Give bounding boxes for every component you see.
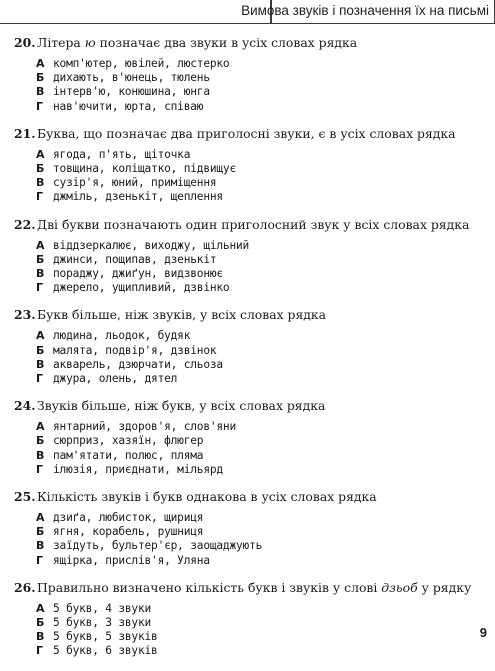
question-25 xyxy=(14,489,484,568)
page-number: 9 xyxy=(480,625,487,640)
question-emphasis: дзьоб xyxy=(381,580,417,595)
option-text: людина, льодок, будяк xyxy=(53,329,190,343)
option-text: акварель, дзюрчати, сльоза xyxy=(53,358,223,372)
answer-options xyxy=(14,239,484,296)
answer-option xyxy=(36,449,484,463)
option-letter: Б xyxy=(36,525,53,539)
question-prompt xyxy=(14,217,484,233)
answer-option xyxy=(36,329,484,343)
answer-options xyxy=(14,511,484,568)
answer-option xyxy=(36,463,484,477)
question-23 xyxy=(14,307,484,386)
answer-option xyxy=(36,616,484,630)
answer-option xyxy=(36,176,484,190)
option-text: комп'ютер, ювілей, люстерко xyxy=(53,57,229,71)
option-text: сюрприз, хазяїн, флюгер xyxy=(53,434,203,448)
question-text-part: Кількість звуків і букв однакова в усіх словах рядка xyxy=(37,489,377,504)
option-text: ілюзія, приєднати, мільярд xyxy=(53,463,223,477)
option-text: заїдуть, бультер'єр, заощаджують xyxy=(53,539,262,553)
answer-option xyxy=(36,434,484,448)
answer-option xyxy=(36,57,484,71)
answer-option xyxy=(36,267,484,281)
option-letter: Б xyxy=(36,253,53,267)
answer-option xyxy=(36,253,484,267)
answer-option xyxy=(36,344,484,358)
question-emphasis: ю xyxy=(85,35,96,50)
option-letter: Г xyxy=(36,463,53,477)
question-text xyxy=(36,580,471,596)
option-letter: Г xyxy=(36,554,53,568)
option-text: 5 букв, 6 звуків xyxy=(53,644,158,658)
answer-options xyxy=(14,57,484,114)
question-prompt xyxy=(14,398,484,414)
answer-option xyxy=(36,602,484,616)
question-text-part: у рядку xyxy=(418,580,472,595)
option-text: ящірка, прислів'я, Уляна xyxy=(53,554,210,568)
option-letter: Б xyxy=(36,434,53,448)
option-letter: Г xyxy=(36,644,53,658)
question-text xyxy=(36,217,469,233)
question-26 xyxy=(14,580,484,659)
question-number: 25. xyxy=(14,489,36,505)
question-text-part: Дві букви позначають один приголосний звук у всіх словах рядка xyxy=(37,217,469,232)
question-text-part: Букв більше, ніж звуків, у всіх словах рядка xyxy=(37,307,326,322)
question-text-part: Правильно визначено кількість букв і звуків у слові xyxy=(37,580,381,595)
answer-option xyxy=(36,148,484,162)
question-text-part: Звуків більше, ніж букв, у всіх словах рядка xyxy=(37,398,325,413)
question-number: 22. xyxy=(14,217,36,233)
option-text: джерело, ущипливий, дзвінко xyxy=(53,281,229,295)
option-letter: В xyxy=(36,267,53,281)
answer-option xyxy=(36,420,484,434)
question-number: 21. xyxy=(14,126,36,142)
option-letter: А xyxy=(36,239,53,253)
answer-option xyxy=(36,554,484,568)
option-letter: Б xyxy=(36,344,53,358)
option-letter: А xyxy=(36,511,53,525)
question-number: 24. xyxy=(14,398,36,414)
questions-list xyxy=(14,35,484,671)
answer-options xyxy=(14,420,484,477)
question-22 xyxy=(14,217,484,296)
option-text: 5 букв, 4 звуки xyxy=(53,602,151,616)
option-letter: А xyxy=(36,420,53,434)
page-header xyxy=(0,0,495,24)
option-text: джура, олень, дятел xyxy=(53,372,177,386)
option-text: пам'ятати, полюс, пляма xyxy=(53,449,203,463)
option-text: віддзеркалює, виходжу, щільний xyxy=(53,239,249,253)
option-letter: В xyxy=(36,85,53,99)
question-prompt xyxy=(14,35,484,51)
question-21 xyxy=(14,126,484,205)
answer-option xyxy=(36,85,484,99)
option-text: товщина, коліщатко, підвищує xyxy=(53,162,236,176)
option-letter: В xyxy=(36,539,53,553)
option-text: янтарний, здоров'я, слов'яни xyxy=(53,420,236,434)
answer-option xyxy=(36,525,484,539)
option-text: інтерв'ю, конюшина, юнга xyxy=(53,85,210,99)
question-text xyxy=(36,307,326,323)
option-text: нав'ючити, юрта, співаю xyxy=(53,100,203,114)
option-letter: Г xyxy=(36,190,53,204)
answer-option xyxy=(36,511,484,525)
answer-option xyxy=(36,281,484,295)
question-24 xyxy=(14,398,484,477)
question-text xyxy=(36,126,456,142)
question-number: 26. xyxy=(14,580,36,596)
option-text: малята, подвір'я, дзвінок xyxy=(53,344,216,358)
question-text-part: Буква, що позначає два приголосні звуки, є в усіх словах рядка xyxy=(37,126,456,141)
option-letter: В xyxy=(36,449,53,463)
option-letter: А xyxy=(36,329,53,343)
answer-options xyxy=(14,329,484,386)
answer-option xyxy=(36,239,484,253)
question-prompt xyxy=(14,307,484,323)
option-letter: Г xyxy=(36,372,53,386)
option-letter: Г xyxy=(36,281,53,295)
question-text-part: Літера xyxy=(37,35,85,50)
answer-options xyxy=(14,148,484,205)
answer-option xyxy=(36,644,484,658)
option-letter: Б xyxy=(36,162,53,176)
option-letter: Б xyxy=(36,616,53,630)
option-text: дзиґа, любисток, щириця xyxy=(53,511,203,525)
option-text: сузір'я, юний, приміщення xyxy=(53,176,216,190)
question-20 xyxy=(14,35,484,114)
option-text: джинси, пощипав, дзенькіт xyxy=(53,253,216,267)
option-text: дихають, в'юнець, тюлень xyxy=(53,71,210,85)
answer-option xyxy=(36,372,484,386)
option-letter: В xyxy=(36,176,53,190)
question-text xyxy=(36,489,377,505)
question-prompt xyxy=(14,126,484,142)
answer-option xyxy=(36,71,484,85)
question-prompt xyxy=(14,489,484,505)
option-letter: Г xyxy=(36,100,53,114)
answer-option xyxy=(36,630,484,644)
header-title: Вимова звуків і позначення їх на письмі xyxy=(241,3,489,18)
option-letter: А xyxy=(36,602,53,616)
option-text: джміль, дзенькіт, щеплення xyxy=(53,190,223,204)
question-text-part: позначає два звуки в усіх словах рядка xyxy=(96,35,358,50)
question-number: 23. xyxy=(14,307,36,323)
option-text: пораджу, джиґун, видзвонює xyxy=(53,267,223,281)
option-letter: В xyxy=(36,630,53,644)
answer-option xyxy=(36,100,484,114)
option-letter: А xyxy=(36,148,53,162)
option-text: ягода, п'ять, щіточка xyxy=(53,148,190,162)
option-letter: В xyxy=(36,358,53,372)
option-letter: Б xyxy=(36,71,53,85)
question-prompt xyxy=(14,580,484,596)
answer-option xyxy=(36,190,484,204)
answer-options xyxy=(14,602,484,659)
answer-option xyxy=(36,539,484,553)
answer-option xyxy=(36,358,484,372)
answer-option xyxy=(36,162,484,176)
question-number: 20. xyxy=(14,35,36,51)
question-text xyxy=(36,398,325,414)
option-text: ягня, корабель, рушниця xyxy=(53,525,203,539)
option-letter: А xyxy=(36,57,53,71)
option-text: 5 букв, 3 звуки xyxy=(53,616,151,630)
option-text: 5 букв, 5 звуків xyxy=(53,630,158,644)
question-text xyxy=(36,35,357,51)
